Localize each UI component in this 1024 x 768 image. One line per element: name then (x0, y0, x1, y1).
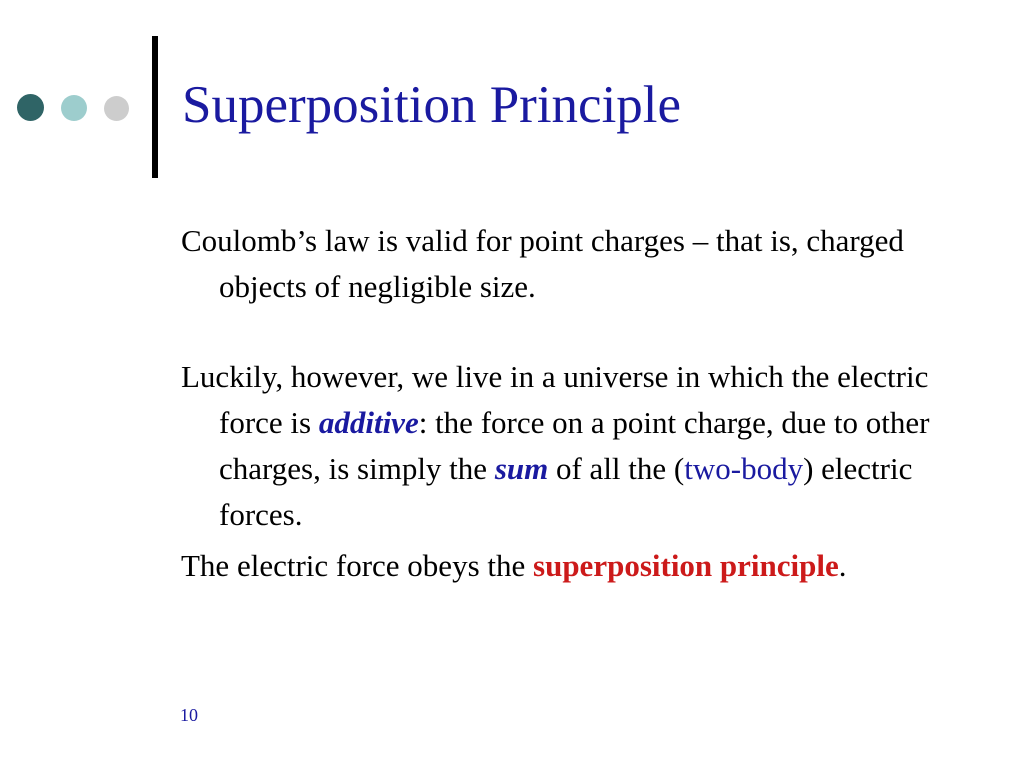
paragraph-additive (181, 354, 981, 538)
slide-title: Superposition Principle (182, 76, 682, 134)
paragraph-text: The electric force obeys the (181, 548, 534, 583)
decorative-dot-light-icon (61, 95, 87, 121)
title-divider (152, 36, 158, 178)
emphasis-two-body: two-body (684, 451, 804, 486)
paragraph-superposition (181, 543, 981, 589)
paragraph-text: Luckily, however, we live in a universe in which the electric force is (181, 359, 929, 440)
emphasis-superposition-principle: superposition principle (533, 548, 839, 583)
paragraph-text: of all the ( (548, 451, 685, 486)
paragraph-text: Coulomb’s law is valid for point charges – that is, charged objects of negligible size. (181, 223, 904, 304)
page-number: 10 (180, 705, 198, 725)
emphasis-additive: additive (318, 405, 419, 440)
slide-body (181, 218, 981, 589)
paragraph-text: ) electric forces. (219, 451, 913, 532)
decorative-dot-dark-icon (17, 94, 44, 121)
decorative-dot-gray-icon (104, 96, 129, 121)
emphasis-sum: sum (494, 451, 549, 486)
paragraph-text: : the force on a point charge, due to other charges, is simply the (219, 405, 930, 486)
paragraph-coulomb (181, 218, 981, 310)
paragraph-text: . (838, 548, 847, 583)
